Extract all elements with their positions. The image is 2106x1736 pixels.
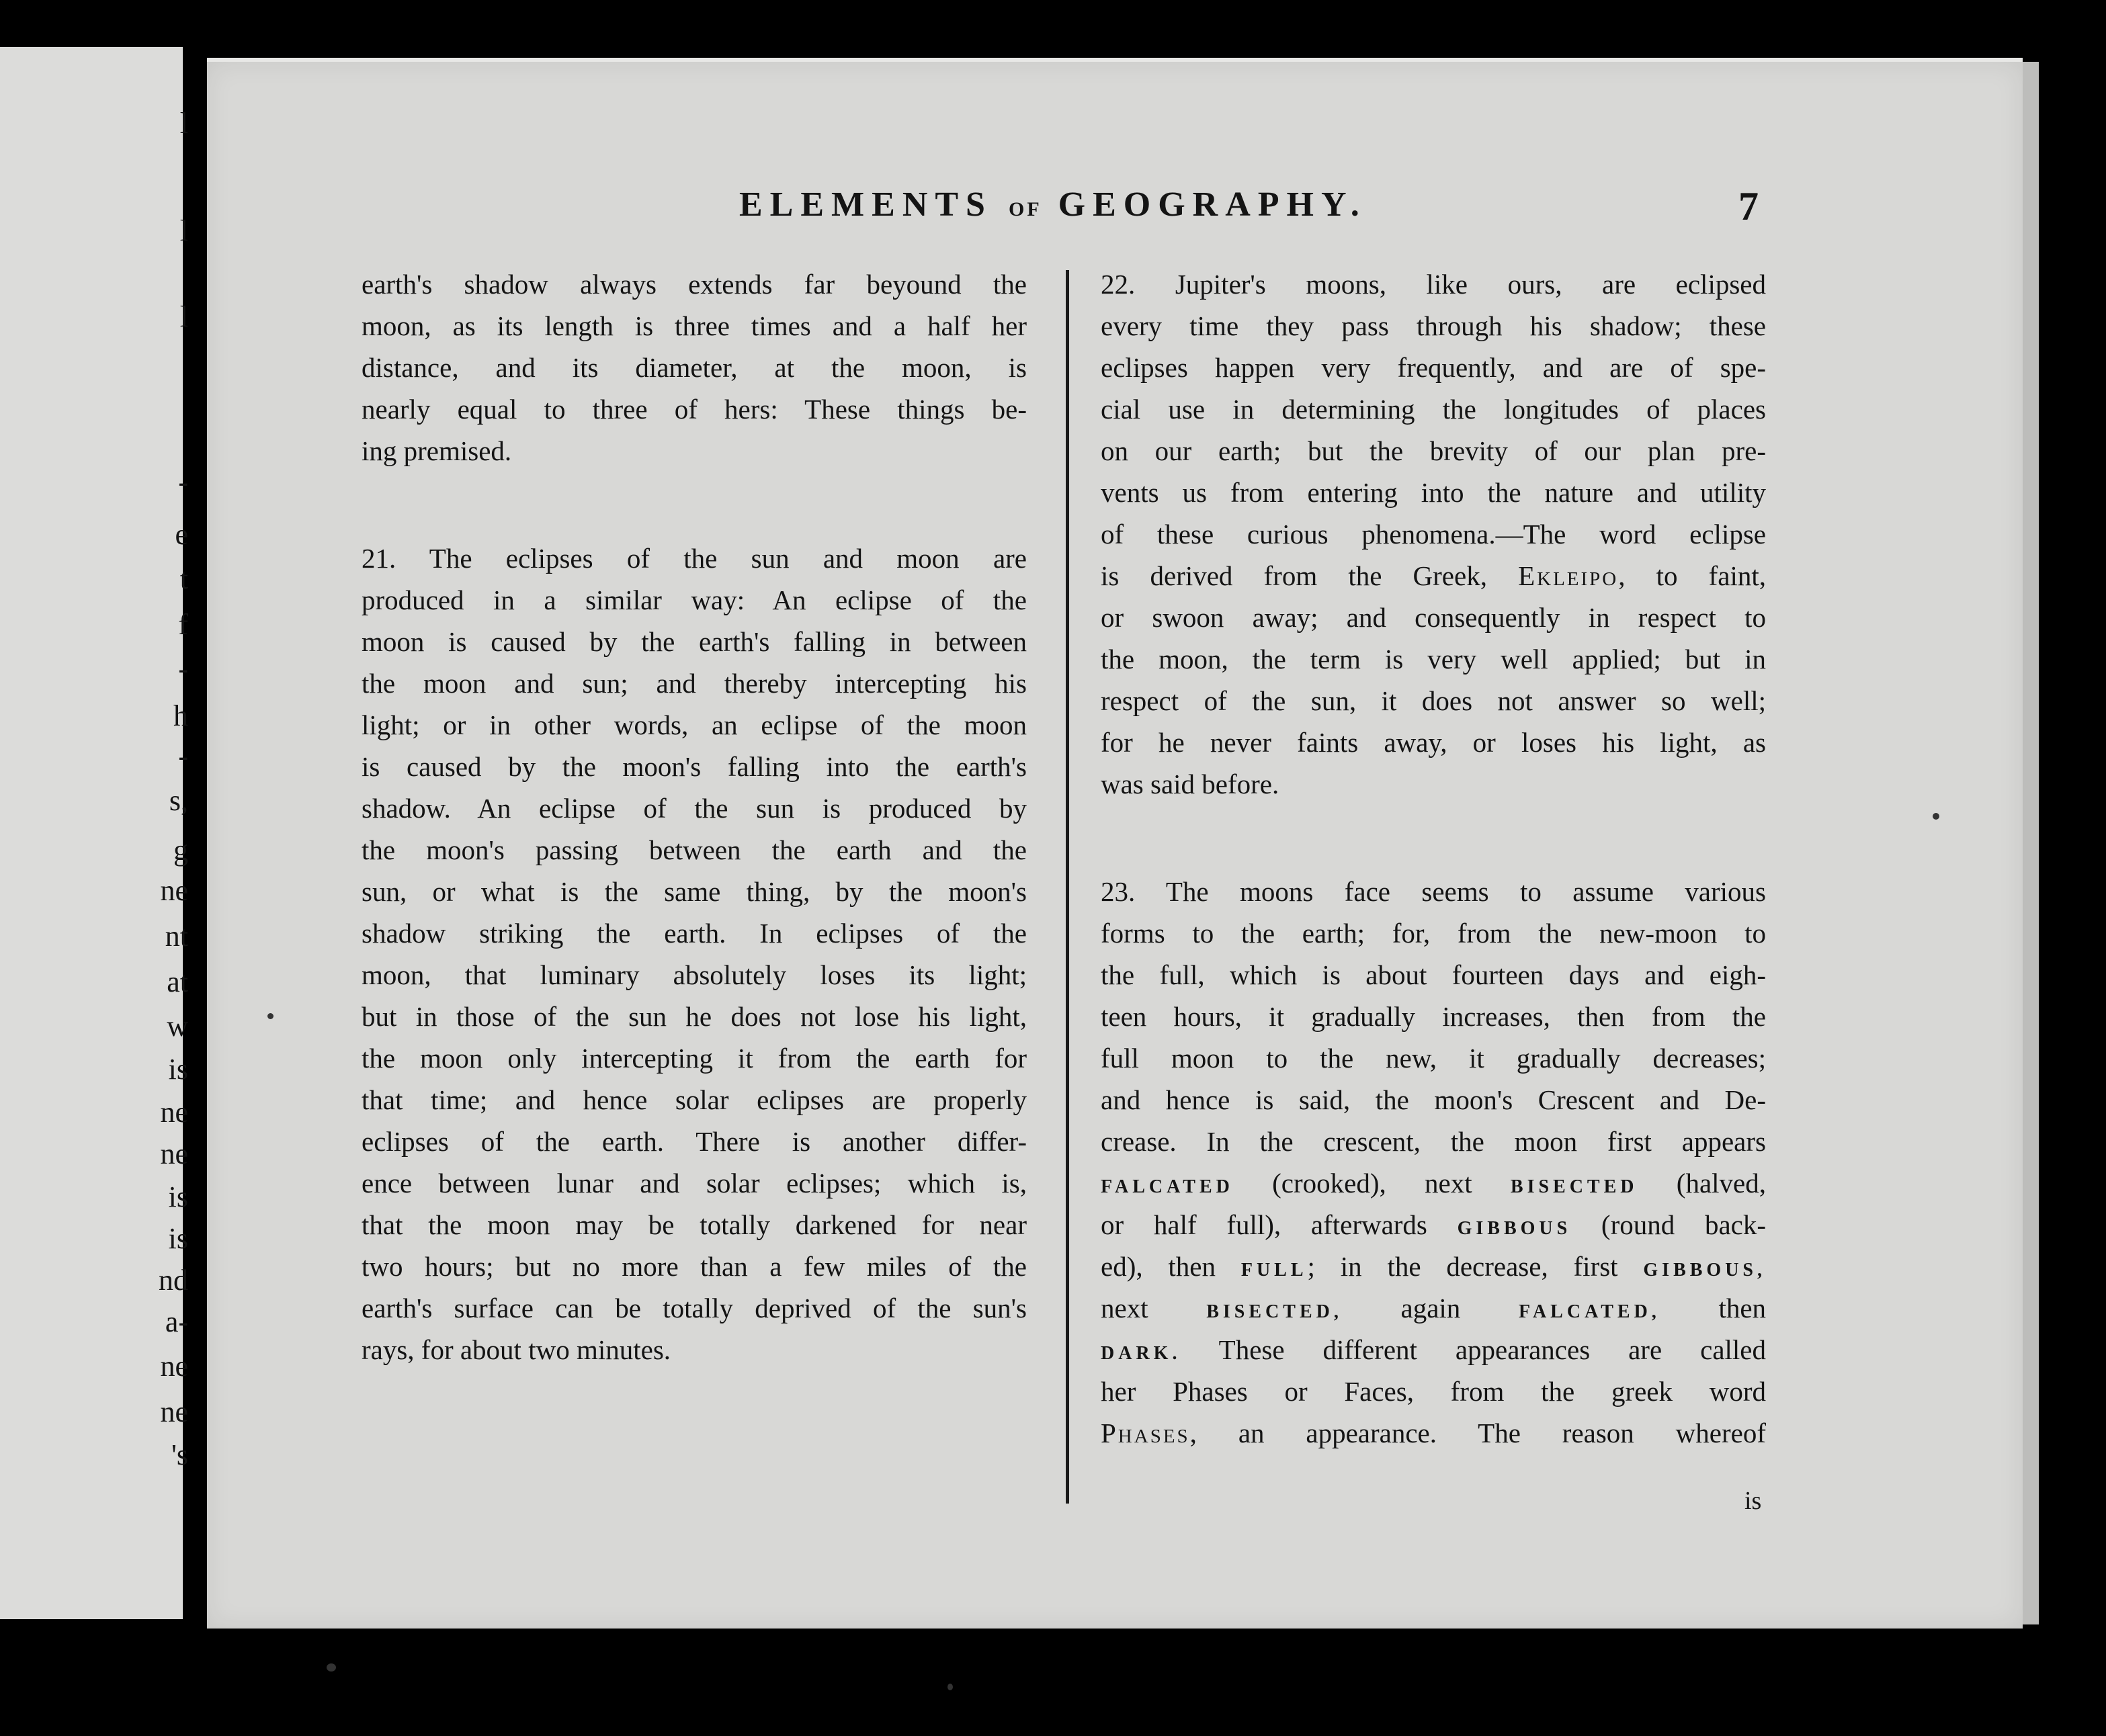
text-fragment: ed), then [1101, 1251, 1241, 1282]
adjacent-page-fragment [0, 461, 188, 503]
text-line: the moon only intercepting it from the earth for [362, 1043, 1027, 1074]
text-fragment: or half full), afterwards [1101, 1209, 1458, 1240]
text-line: shadow striking the earth. In eclipses of the [362, 918, 1027, 949]
text-line: 22. Jupiter's moons, like ours, are eclipsed [1101, 269, 1766, 300]
text-line: moon, that luminary absolutely loses its light; [362, 959, 1027, 990]
adjacent-page-text: - [178, 652, 188, 685]
text-line [1101, 1329, 1766, 1371]
text-line: moon is caused by the earth's falling in between [362, 626, 1027, 657]
text-line [1101, 1287, 1766, 1329]
adjacent-page-fragment [0, 102, 188, 144]
adjacent-page-fragment [0, 603, 188, 646]
adjacent-page-text: t [179, 562, 188, 595]
adjacent-page-text: is [168, 1222, 188, 1255]
adjacent-page-fragment [0, 1176, 188, 1218]
text-line: or swoon away; and consequently in respect to [1101, 602, 1766, 633]
running-head [739, 181, 1478, 228]
greek-word: Ekleipo [1518, 560, 1619, 591]
text-line: of these curious phenomena.—The word eclipse [1101, 519, 1766, 550]
text-line [1101, 1412, 1766, 1454]
adjacent-page-fragment [0, 1345, 188, 1387]
adjacent-page-fragment [0, 1217, 188, 1260]
paragraph-21 [362, 537, 1027, 1371]
adjacent-page-text: - [178, 740, 188, 773]
ink-speck [327, 1663, 336, 1672]
text-line: nearly equal to three of hers: These things be- [362, 394, 1027, 425]
text-fragment: (crooked), next [1233, 1168, 1511, 1199]
term-gibbous: GIBBOUS [1457, 1218, 1572, 1239]
text-line: distance, and its diameter, at the moon, is [362, 352, 1027, 383]
text-line: cial use in determining the longitudes of places [1101, 394, 1766, 425]
adjacent-page-fragment [0, 1133, 188, 1175]
text-line: ing premised. [362, 435, 512, 466]
adjacent-page-fragment [0, 915, 188, 957]
adjacent-page-fragment [0, 829, 188, 871]
text-line: moon, as its length is three times and a half her [362, 310, 1027, 341]
text-fragment: , an appearance. The reason whereof [1189, 1418, 1766, 1448]
adjacent-page-fragment [0, 1301, 188, 1343]
adjacent-page-text: s, [169, 784, 188, 817]
adjacent-page-text: is [168, 1180, 188, 1213]
text-line: forms to the earth; for, from the new-moon to [1101, 918, 1766, 949]
text-line: full moon to the new, it gradually decreases; [1101, 1043, 1766, 1074]
text-line: the moon's passing between the earth and the [362, 834, 1027, 865]
text-fragment: (halved, [1638, 1168, 1766, 1199]
adjacent-page-text: a- [165, 1305, 188, 1338]
term-bisected: BISECTED, [1206, 1301, 1343, 1322]
adjacent-page-text: l [179, 300, 188, 333]
catchword: is [1744, 1487, 1762, 1515]
adjacent-page-text: ne [160, 1395, 188, 1428]
adjacent-page-fragment [0, 296, 188, 338]
adjacent-page-strip [0, 47, 188, 1619]
adjacent-page-fragment [0, 1391, 188, 1433]
ink-speck [947, 1684, 953, 1690]
text-line: every time they pass through his shadow; these [1101, 310, 1766, 341]
adjacent-page-text: - [178, 466, 188, 498]
adjacent-page-text: 's [171, 1438, 188, 1471]
text-line [1101, 1246, 1766, 1287]
column-rule [1066, 270, 1069, 1504]
text-line: produced in a similar way: An eclipse of the [362, 584, 1027, 615]
text-line: that time; and hence solar eclipses are properly [362, 1084, 1027, 1115]
adjacent-page-fragment [0, 402, 183, 444]
page-number: 7 [1738, 184, 1759, 228]
term-dark: DARK. [1101, 1343, 1181, 1364]
text-line: ence between lunar and solar eclipses; which is, [362, 1168, 1027, 1199]
adjacent-page-text: at [167, 965, 188, 998]
right-column [1101, 263, 1766, 1454]
term-full: FULL [1240, 1260, 1308, 1281]
adjacent-page-fragment [0, 648, 188, 690]
text-line: respect of the sun, it does not answer so well; [1101, 685, 1766, 716]
text-line [1101, 555, 1766, 597]
text-line: for he never faints away, or loses his light, as [1101, 727, 1766, 758]
text-line: 23. The moons face seems to assume various [1101, 876, 1766, 907]
adjacent-page-text: nt [165, 920, 188, 953]
adjacent-page-text: w [167, 1010, 188, 1043]
text-fragment: next [1101, 1293, 1148, 1323]
text-line: but in those of the sun he does not lose his light, [362, 1001, 1027, 1032]
text-line: that the moon may be totally darkened for near [362, 1209, 1027, 1240]
text-line: the moon, the term is very well applied; but in [1101, 644, 1766, 675]
text-fragment: ; in the decrease, first [1307, 1251, 1644, 1282]
ink-speck [267, 1013, 273, 1019]
text-line: is caused by the moon's falling into the earth's [362, 751, 1027, 782]
left-column [362, 263, 1027, 1371]
adjacent-page-fragment [0, 513, 188, 556]
running-head-of: OF [1008, 198, 1042, 220]
text-line: was said before. [1101, 769, 1279, 799]
text-line: the moon and sun; and thereby intercepting his [362, 668, 1027, 699]
term-falcated: FALCATED [1101, 1176, 1234, 1197]
text-line: rays, for about two minutes. [362, 1334, 671, 1365]
text-fragment: is derived from the Greek, [1101, 560, 1487, 591]
adjacent-page-text: ne [160, 1137, 188, 1170]
text-line: vents us from entering into the nature and utility [1101, 477, 1766, 508]
text-line [1101, 1162, 1766, 1204]
adjacent-page-text: l [179, 214, 188, 247]
adjacent-page-fragment [0, 1091, 188, 1133]
text-line: and hence is said, the moon's Crescent and De- [1101, 1084, 1766, 1115]
adjacent-page-fragment [0, 695, 188, 737]
adjacent-page-fragment [0, 210, 188, 252]
text-line: her Phases or Faces, from the greek word [1101, 1376, 1766, 1407]
adjacent-page-text: ne [160, 1096, 188, 1129]
adjacent-page-text: g [173, 834, 188, 867]
adjacent-page-text: nd [159, 1264, 188, 1297]
text-line: two hours; but no more than a few miles of the [362, 1251, 1027, 1282]
running-head-part2: GEOGRAPHY. [1058, 185, 1367, 224]
text-fragment: , to faint, [1618, 560, 1767, 591]
text-line: sun, or what is the same thing, by the moon's [362, 876, 1027, 907]
term-falcated: FALCATED, [1518, 1301, 1660, 1322]
text-line: earth's surface can be totally deprived of the sun's [362, 1293, 1027, 1323]
text-fragment: These different appearances are called [1181, 1334, 1766, 1365]
adjacent-page-fragment [0, 1048, 188, 1090]
adjacent-page-text: f [178, 608, 188, 641]
adjacent-page-fragment [0, 779, 188, 822]
text-line: crease. In the crescent, the moon first appears [1101, 1126, 1766, 1157]
text-line: eclipses of the earth. There is another differ- [362, 1126, 1027, 1157]
text-line: 21. The eclipses of the sun and moon are [362, 543, 1027, 574]
adjacent-page-text: l [179, 107, 188, 140]
adjacent-page-fragment [0, 1434, 188, 1476]
text-line [1101, 1204, 1766, 1246]
adjacent-page-text: ne [160, 874, 188, 907]
text-line: teen hours, it gradually increases, then from the [1101, 1001, 1766, 1032]
running-head-part1: ELEMENTS [739, 185, 993, 224]
text-line: light; or in other words, an eclipse of the moon [362, 709, 1027, 740]
term-phases: Phases [1101, 1418, 1190, 1448]
adjacent-page-text: h [173, 699, 188, 732]
text-line: the full, which is about fourteen days and eigh- [1101, 959, 1766, 990]
text-line: on our earth; but the brevity of our plan pre- [1101, 435, 1766, 466]
term-gibbous: GIBBOUS, [1643, 1260, 1766, 1281]
text-fragment: again [1400, 1293, 1461, 1323]
text-line: shadow. An eclipse of the sun is produced by [362, 793, 1027, 824]
adjacent-page-fragment [0, 1259, 188, 1301]
adjacent-page-text: is [168, 1053, 188, 1086]
text-fragment: (round back- [1571, 1209, 1767, 1240]
page-edge [2023, 62, 2039, 1624]
text-fragment: then [1718, 1293, 1767, 1323]
term-bisected: BISECTED [1510, 1176, 1638, 1197]
adjacent-page-fragment [0, 961, 188, 1003]
text-line: eclipses happen very frequently, and are of spe- [1101, 352, 1766, 383]
adjacent-page-text: e [175, 518, 188, 551]
ink-speck [1933, 813, 1939, 820]
adjacent-page-text: ne [160, 1350, 188, 1383]
adjacent-page-fragment [0, 735, 188, 777]
adjacent-page-fragment [0, 1005, 188, 1047]
adjacent-page-fragment [0, 869, 188, 912]
adjacent-page-fragment [0, 558, 188, 600]
text-line: earth's shadow always extends far beyound the [362, 269, 1027, 300]
